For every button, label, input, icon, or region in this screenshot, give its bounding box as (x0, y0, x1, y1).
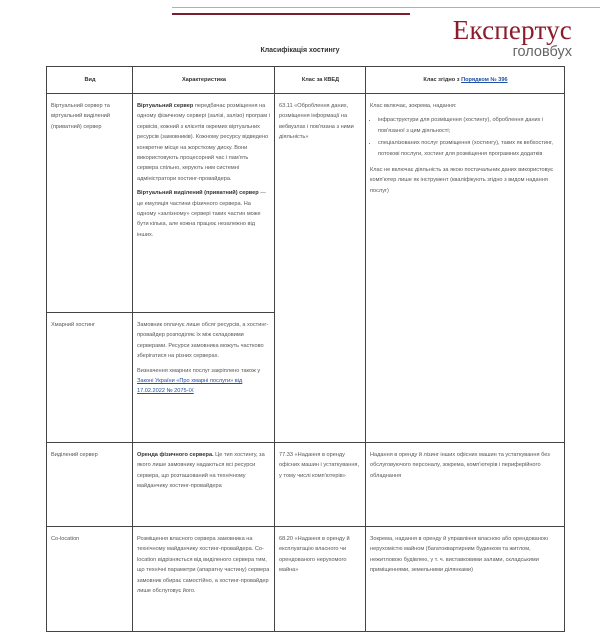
header-kved: Клас за КВЕД (275, 67, 366, 94)
header-order-class (366, 67, 565, 94)
brand-name: Експертус (452, 15, 572, 45)
list-item: • інфраструктури для розміщення (хостингу), оброблення даних і пов'язаної з цим діяльності; (378, 115, 561, 136)
cloud-law-link[interactable]: Законі України «Про хмарні послуги» від 17.02.2022 № 2075-IX (137, 378, 243, 395)
virtual-server-text: передбачає розміщення на одному фізичному сервері (залізі, залізо) програм і сервісів, кожний з клієнтів окремих віртуальних ресурсів (замовників). Кожному ресурсу відведено конкретне місце на жорсткому диску. Вони використовують процесорний час і пам'ять сервера спільно, керують ним системні адміністратори хостинг-провайдера. (137, 103, 270, 182)
type-cloud-hosting: Хмарний хостинг (47, 313, 133, 443)
table-row (47, 443, 565, 527)
table-title: Класифікація хостингу (260, 47, 340, 54)
list-item: • спеціалізованих послуг розміщення (хостингу), таких як вебхостинг, потокові послуги, хостинг для розміщення програмних додатків (378, 138, 561, 159)
virtual-server-term: Віртуальний сервер (137, 103, 194, 109)
header-description: Характеристика (133, 67, 275, 94)
order-class-colocation: Зокрема, надання в оренду й управління власною або орендованою нерухомістю майном (багатоквартирним будинком та житлом, нежитловою будівлею, у т. ч. виставковими залами, складськими приміщеннями, земельними ділянками) (366, 527, 565, 632)
type-colocation: Co-location (47, 527, 133, 632)
description-cloud-hosting (133, 313, 275, 443)
kved-merged-cell: 63.11 «Оброблення даних, розміщення інформації на вебвузлах і пов'язана з ними діяльність» (275, 94, 366, 443)
order-class-list (370, 115, 561, 159)
header-divider-thin (172, 7, 600, 8)
dedicated-virtual-term: Віртуальний виділений (приватний) сервер (137, 190, 259, 197)
header-divider (172, 13, 410, 15)
dedicated-server-term: Оренда фізичного сервера. (137, 452, 214, 458)
classification-table (46, 66, 565, 632)
order-class-outro: Клас не включає діяльність за якою постачальник даних використовує комп'ютер лише як інструмент (кваліфікують згідно з видом надання послуг) (370, 167, 554, 194)
order-class-dedicated-server: Надання в оренду й лізинг інших офісних машин та устаткування без обслуговуючого персоналу, зокрема, комп'ютерів і периферійного обладнання (366, 443, 565, 527)
dedicated-virtual-text: — це емуляція частини фізичного сервера. На одному «залізному» сервері таких частин може бути кілька, але кожна працює незалежно від інших. (137, 190, 266, 238)
cloud-law-prefix: Визначення хмарних послуг закріплено також у (137, 367, 261, 374)
type-dedicated-server: Виділений сервер (47, 443, 133, 527)
table-header-row (47, 67, 565, 94)
kved-colocation: 68.20 «Надання в оренду й експлуатацію власного чи орендованого нерухомого майна» (275, 527, 366, 632)
dedicated-server-text: Це тип хостингу, за якого лише замовнику надаються всі ресурси сервера, що розташований на технічному майданчику хостинг-провайдера (137, 452, 265, 490)
header-type: Вид (47, 67, 133, 94)
kved-dedicated-server: 77.33 «Надання в оренду офісних машин і устаткування, у тому числі комп'ютерів» (275, 443, 366, 527)
type-virtual-server: Віртуальний сервер та віртуальний виділений (приватний) сервер (47, 94, 133, 313)
description-colocation: Розміщення власного сервера замовника на технічному майданчику хостинг-провайдера. Co-location відрізняється від виділеного сервера тим, що технічні параметри (апаратну частину) сервера замовник обирає самостійно, а хостинг-провайдер лише обслуговує його. (133, 527, 275, 632)
order-396-link[interactable]: Порядком № 396 (461, 76, 508, 83)
order-class-intro: Клас включає, зокрема, надання: (370, 103, 457, 109)
table-row (47, 527, 565, 632)
brand-subtitle: головбух (512, 44, 572, 60)
cloud-hosting-text: Замовник оплачує лише обсяг ресурсів, а хостинг-провайдер розподіляє їх між складовими серверами. Ресурси замовника можуть частково зберігатися на різних серверах. (137, 322, 269, 360)
description-virtual-server (133, 94, 275, 313)
description-dedicated-server (133, 443, 275, 527)
header-order-prefix: Клас згідно з (423, 76, 462, 83)
order-class-merged-cell (366, 94, 565, 443)
table-row (47, 94, 565, 313)
